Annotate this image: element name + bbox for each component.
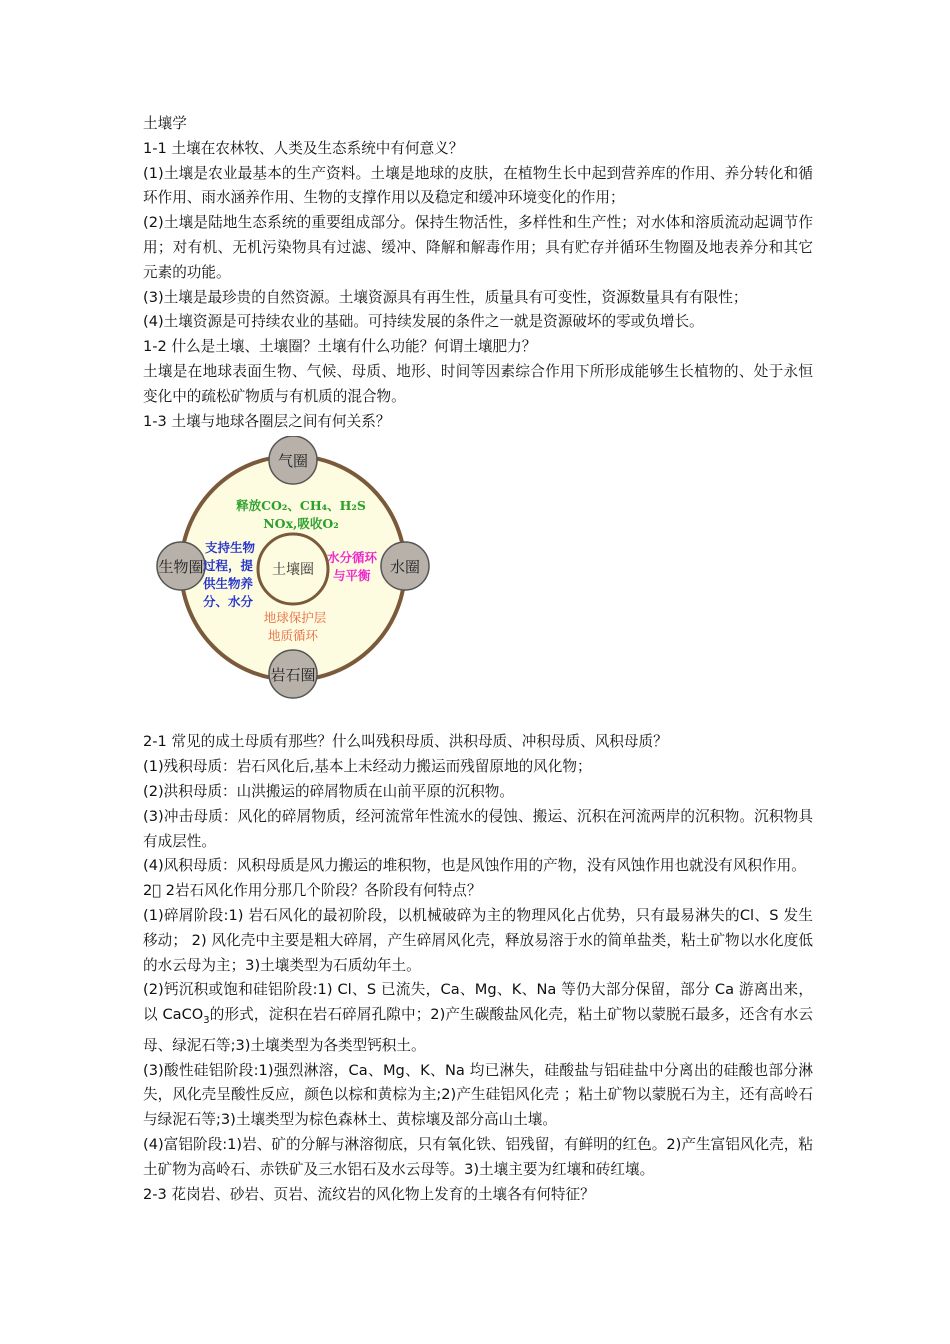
answer-1-1-4: (4)土壤资源是可持续农业的基础。可持续发展的条件之一就是资源破坏的零或负增长。 <box>143 313 704 331</box>
top-text-2: NOx,吸收O₂ <box>263 516 339 532</box>
left-text-3: 供生物养 <box>203 576 254 592</box>
answer-1-1-1: (1)土壤是农业最基本的生产资料。土壤是地球的皮肤，在植物生长中起到营养库的作用、养分转化和循环作用、雨水涵养作用、生物的支撑作用以及稳定和缓冲环境变化的作用； <box>143 164 813 207</box>
question-2-2: 2  2岩石风化作用分那几个阶段？各阶段有何特点？ <box>143 882 482 900</box>
earth-spheres-diagram <box>149 436 449 726</box>
answer-2-2-3: (3)酸性硅铝阶段:1)强烈淋溶，Ca、Mg、K、Na 均已淋失，硅酸盐与铝硅盐中分离出的硅酸也部分淋失，风化壳呈酸性反应，颜色以棕和黄棕为主;2)产生硅铝风化壳 ；粘土矿物以蒙脱石为主，还有高岭石与绿泥石等;3)土壤类型为棕色森林土、黄棕壤及部分高山土壤。 <box>143 1061 813 1129</box>
label-left: 生物圈 <box>158 558 204 577</box>
answer-2-2-2-part-a: (2)钙沉积或饱和硅铝阶段:1) Cl、S 已流失，Ca、Mg、K、Na 等仍大部分保留，部分 Ca 游离出来，以 CaCO <box>143 981 813 1024</box>
question-2-3: 2-3 花岗岩、砂岩、页岩、流纹岩的风化物上发育的土壤各有何特征？ <box>143 1185 595 1203</box>
right-text-2: 与平衡 <box>333 568 371 584</box>
top-text-1: 释放CO₂、CH₄、H₂S <box>236 498 366 514</box>
label-top: 气圈 <box>277 452 309 471</box>
bottom-text-1: 地球保护层 <box>263 610 327 626</box>
label-right: 水圈 <box>389 558 421 577</box>
right-text-1: 水分循环 <box>327 550 378 566</box>
answer-2-2-2-subscript: 3 <box>203 1015 210 1027</box>
bottom-text-2: 地质循环 <box>267 628 319 644</box>
answer-2-1-2: (2)洪积母质：山洪搬运的碎屑物质在山前平原的沉积物。 <box>143 782 514 800</box>
answer-2-2-1: (1)碎屑阶段:1) 岩石风化的最初阶段，以机械破碎为主的物理风化占优势，只有最易淋失的Cl、S 发生移动； 2) 风化壳中主要是粗大碎屑，产生碎屑风化壳，释放易溶于水的简单盐类，粘土矿物以水化度低的水云母为主；3)土壤类型为石质幼年土。 <box>143 906 813 974</box>
answer-1-1-2: (2)土壤是陆地生态系统的重要组成部分。保持生物活性，多样性和生产性；对水体和溶质流动起调节作用；对有机、无机污染物具有过滤、缓冲、降解和解毒作用；具有贮存并循环生物圈及地表养分和其它元素的功能。 <box>143 214 813 281</box>
doc-title: 土壤学 <box>143 115 187 132</box>
left-text-2: 过程，提 <box>203 558 254 574</box>
question-1-2: 1-2 什么是土壤、土壤圈？土壤有什么功能？何谓土壤肥力？ <box>143 338 537 356</box>
answer-2-2-4: (4)富铝阶段:1)岩、矿的分解与淋溶彻底，只有氧化铁、铝残留，有鲜明的红色。2)产生富铝风化壳，粘土矿物为高岭石、赤铁矿及三水铝石及水云母等。3)土壤主要为红壤和砖红壤。 <box>143 1136 813 1178</box>
question-2-1: 2-1 常见的成土母质有那些？什么叫残积母质、洪积母质、冲积母质、风积母质？ <box>143 733 668 751</box>
left-text-1: 支持生物 <box>205 540 256 556</box>
answer-2-1-4: (4)风积母质：风积母质是风力搬运的堆积物，也是风蚀作用的产物，没有风蚀作用也就没有风积作用。 <box>143 857 806 875</box>
answer-2-2-2 <box>143 978 813 1058</box>
diagram-svg <box>149 436 449 726</box>
label-bottom: 岩石圈 <box>270 666 316 685</box>
answer-1-1-3: (3)土壤是最珍贵的自然资源。土壤资源具有再生性，质量具有可变性，资源数量具有有限性； <box>143 288 748 306</box>
answer-2-1-3: (3)冲击母质：风化的碎屑物质，经河流常年性流水的侵蚀、搬运、沉积在河流两岸的沉积物。沉积物具有成层性。 <box>143 807 813 850</box>
document-page <box>143 112 813 1207</box>
question-1-1: 1-1 土壤在农林牧、人类及生态系统中有何意义？ <box>143 139 464 157</box>
left-text-4: 分、水分 <box>203 594 254 610</box>
answer-1-2: 土壤是在地球表面生物、气候、母质、地形、时间等因素综合作用下所形成能够生长植物的、处于永恒变化中的疏松矿物质与有机质的混合物。 <box>143 362 813 405</box>
label-center: 土壤圈 <box>272 562 314 579</box>
answer-2-2-2-part-b: 的形式，淀积在岩石碎屑孔隙中；2)产生碳酸盐风化壳，粘土矿物以蒙脱石最多，还含有水云母、绿泥石等;3)土壤类型为各类型钙积土。 <box>143 1006 814 1054</box>
question-1-3: 1-3 土壤与地球各圈层之间有何关系？ <box>143 412 391 430</box>
answer-2-1-1: (1)残积母质：岩石风化后,基本上未经动力搬运而残留原地的风化物； <box>143 758 592 776</box>
